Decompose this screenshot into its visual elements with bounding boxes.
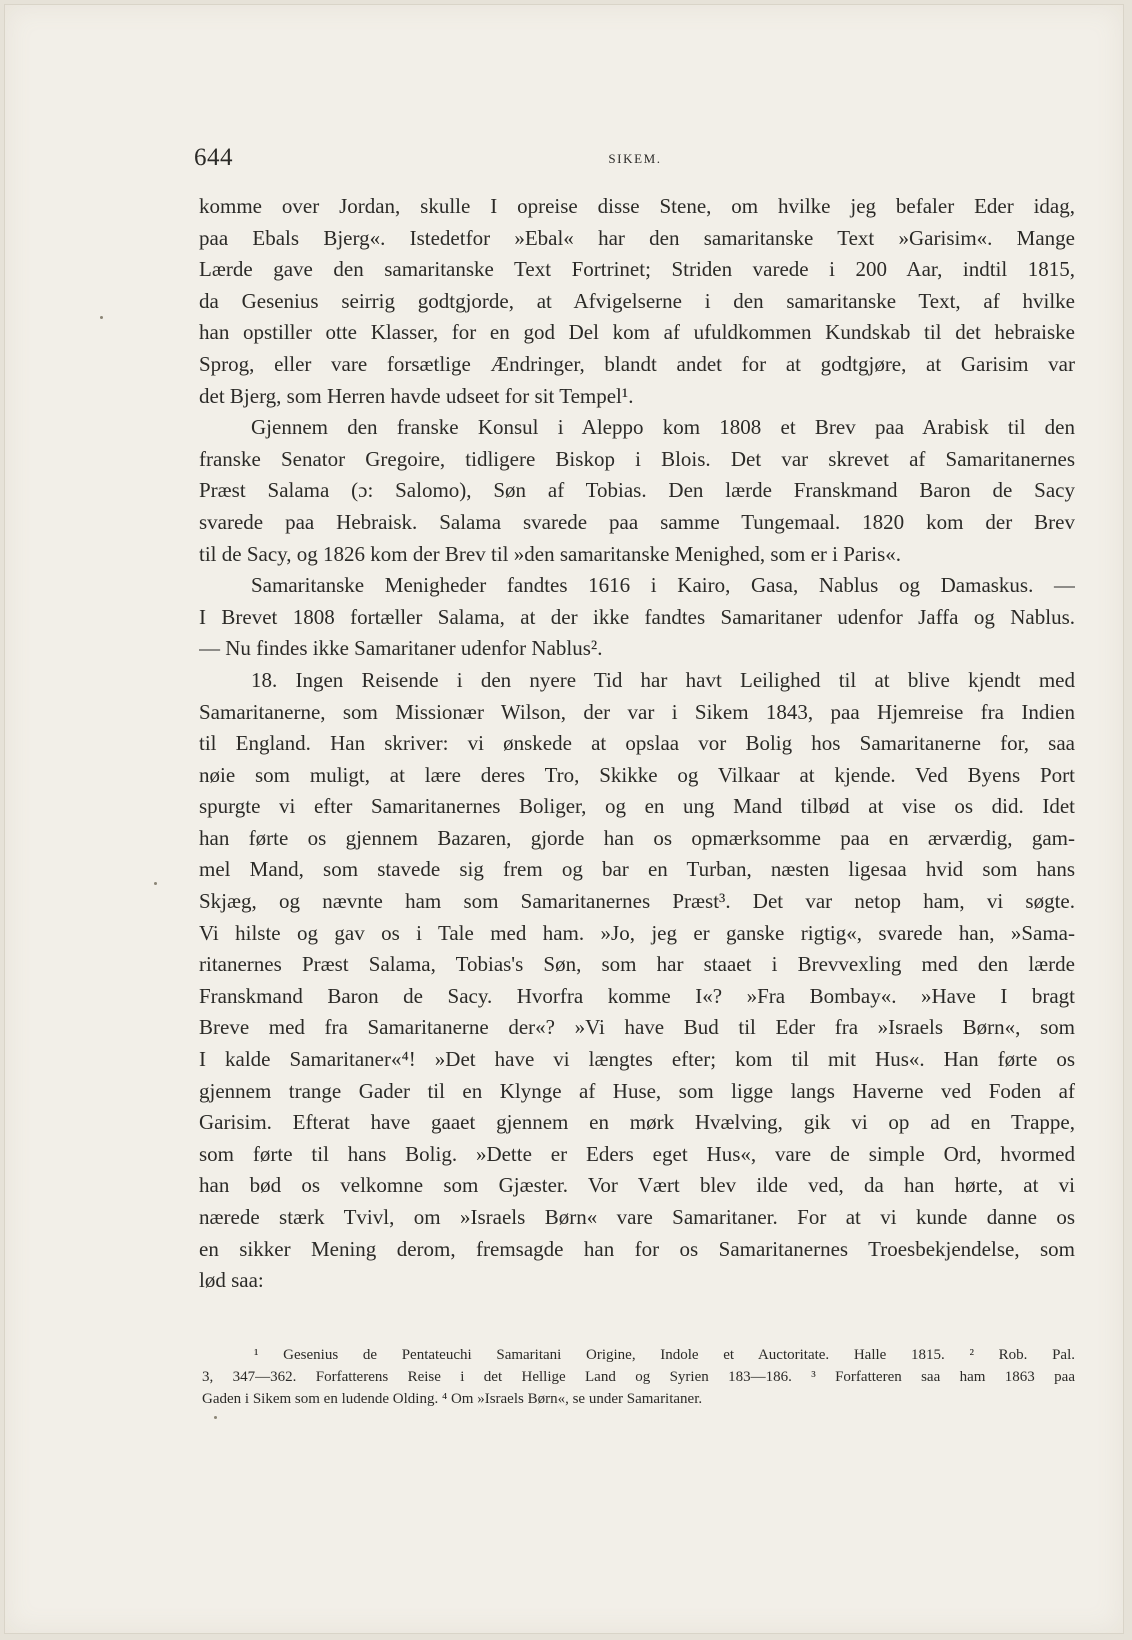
text-line: Franskmand Baron de Sacy. Hvorfra komme I«? »Fra Bombay«. »Have I bragt bbox=[199, 983, 1075, 1008]
text-line: nøie som muligt, at lære deres Tro, Skikke og Vilkaar at kjende. Ved Byens Port bbox=[199, 762, 1075, 787]
footnote-line: 3, 347—362. Forfatterens Reise i det Hellige Land og Syrien 183—186. ³ Forfatteren saa ham 1863 paa bbox=[202, 1369, 1075, 1385]
text-line: som førte til hans Bolig. »Dette er Eders eget Hus«, vare de simple Ord, hvormed bbox=[199, 1141, 1075, 1166]
footnote-line: Gaden i Sikem som en ludende Olding. ⁴ Om »Israels Børn«, se under Samaritaner. bbox=[202, 1391, 703, 1407]
text-line: — Nu findes ikke Samaritaner udenfor Nablus². bbox=[199, 636, 603, 661]
text-line: I Brevet 1808 fortæller Salama, at der ikke fandtes Samaritaner udenfor Jaffa og Nablus. bbox=[199, 604, 1075, 629]
paper-speck bbox=[154, 882, 157, 885]
running-title: SIKEM. bbox=[608, 151, 662, 166]
text-line: Lærde gave den samaritanske Text Fortrinet; Striden varede i 200 Aar, indtil 1815, bbox=[199, 257, 1075, 282]
text-line: til de Sacy, og 1826 kom der Brev til »den samaritanske Menighed, som er i Paris«. bbox=[199, 541, 902, 566]
paper-speck bbox=[214, 1416, 217, 1419]
text-line: Sprog, eller vare forsætlige Ændringer, blandt andet for at godtgjøre, at Garisim var bbox=[199, 351, 1075, 376]
text-line: gjennem trange Gader til en Klynge af Huse, som ligge langs Haverne ved Foden af bbox=[199, 1078, 1075, 1103]
text-line: Vi hilste og gav os i Tale med ham. »Jo, jeg er ganske rigtig«, svarede han, »Sama- bbox=[199, 920, 1075, 945]
text-line: det Bjerg, som Herren havde udseet for sit Tempel¹. bbox=[199, 383, 634, 408]
text-line: Præst Salama (ɔ: Salomo), Søn af Tobias. Den lærde Franskmand Baron de Sacy bbox=[199, 478, 1075, 503]
body-text bbox=[199, 191, 1075, 1297]
text-line: Breve med fra Samaritanerne der«? »Vi have Bud til Eder fra »Israels Børn«, som bbox=[199, 1015, 1075, 1040]
text-line: Samaritanerne, som Missionær Wilson, der var i Sikem 1843, paa Hjemreise fra Indien bbox=[199, 699, 1075, 724]
text-line: Gjennem den franske Konsul i Aleppo kom 1808 et Brev paa Arabisk til den bbox=[251, 415, 1075, 440]
text-line: Samaritanske Menigheder fandtes 1616 i Kairo, Gasa, Nablus og Damaskus. — bbox=[251, 573, 1075, 598]
text-line: ritanernes Præst Salama, Tobias's Søn, som har staaet i Brevvexling med den lærde bbox=[199, 952, 1075, 977]
text-line: komme over Jordan, skulle I opreise disse Stene, om hvilke jeg befaler Eder idag, bbox=[199, 194, 1075, 218]
text-line: mel Mand, som stavede sig frem og bar en Turban, næsten ligesaa hvid som hans bbox=[199, 857, 1075, 882]
text-line: en sikker Mening derom, fremsagde han for os Samaritanernes Troesbekjendelse, som bbox=[199, 1236, 1075, 1261]
page-header bbox=[194, 142, 1076, 182]
paper-speck bbox=[100, 316, 103, 319]
text-line: Garisim. Efterat have gaaet gjennem en mørk Hvælving, gik vi op ad en Trappe, bbox=[199, 1110, 1075, 1135]
text-line: I kalde Samaritaner«⁴! »Det have vi længtes efter; kom til mit Hus«. Han førte os bbox=[199, 1047, 1075, 1072]
text-line: spurgte vi efter Samaritanernes Boliger, og en ung Mand tilbød at vise os did. Idet bbox=[199, 794, 1075, 819]
text-line: da Gesenius seirrig godtgjorde, at Afvigelserne i den samaritanske Text, af hvilke bbox=[199, 288, 1075, 313]
text-line: til England. Han skriver: vi ønskede at opslaa vor Bolig hos Samaritanerne for, saa bbox=[199, 731, 1075, 756]
text-line: 18. Ingen Reisende i den nyere Tid har havt Leilighed til at blive kjendt med bbox=[251, 667, 1075, 692]
text-line: nærede stærk Tvivl, om »Israels Børn« vare Samaritaner. For at vi kunde danne os bbox=[199, 1205, 1075, 1229]
page-number: 644 bbox=[194, 144, 233, 171]
text-line: svarede paa Hebraisk. Salama svarede paa samme Tungemaal. 1820 kom der Brev bbox=[199, 509, 1075, 534]
text-line: han opstiller otte Klasser, for en god Del kom af ufuldkommen Kundskab til det hebraiske bbox=[199, 320, 1075, 345]
footnotes bbox=[202, 1344, 1075, 1410]
text-line: Skjæg, og nævnte ham som Samaritanernes Præst³. Det var netop ham, vi søgte. bbox=[199, 889, 1075, 914]
text-line: lød saa: bbox=[199, 1268, 264, 1293]
footnote-line: ¹ Gesenius de Pentateuchi Samaritani Origine, Indole et Auctoritate. Halle 1815. ² Rob. Pal. bbox=[254, 1347, 1075, 1363]
text-line: franske Senator Gregoire, tidligere Biskop i Blois. Det var skrevet af Samaritanernes bbox=[199, 446, 1075, 471]
text-line: han førte os gjennem Bazaren, gjorde han os opmærksomme paa en ærværdig, gam- bbox=[199, 825, 1075, 850]
text-line: paa Ebals Bjerg«. Istedetfor »Ebal« har den samaritanske Text »Garisim«. Mange bbox=[199, 225, 1075, 250]
book-page bbox=[4, 4, 1124, 1634]
text-line: han bød os velkomne som Gjæster. Vor Vært blev ilde ved, da han hørte, at vi bbox=[199, 1173, 1075, 1198]
